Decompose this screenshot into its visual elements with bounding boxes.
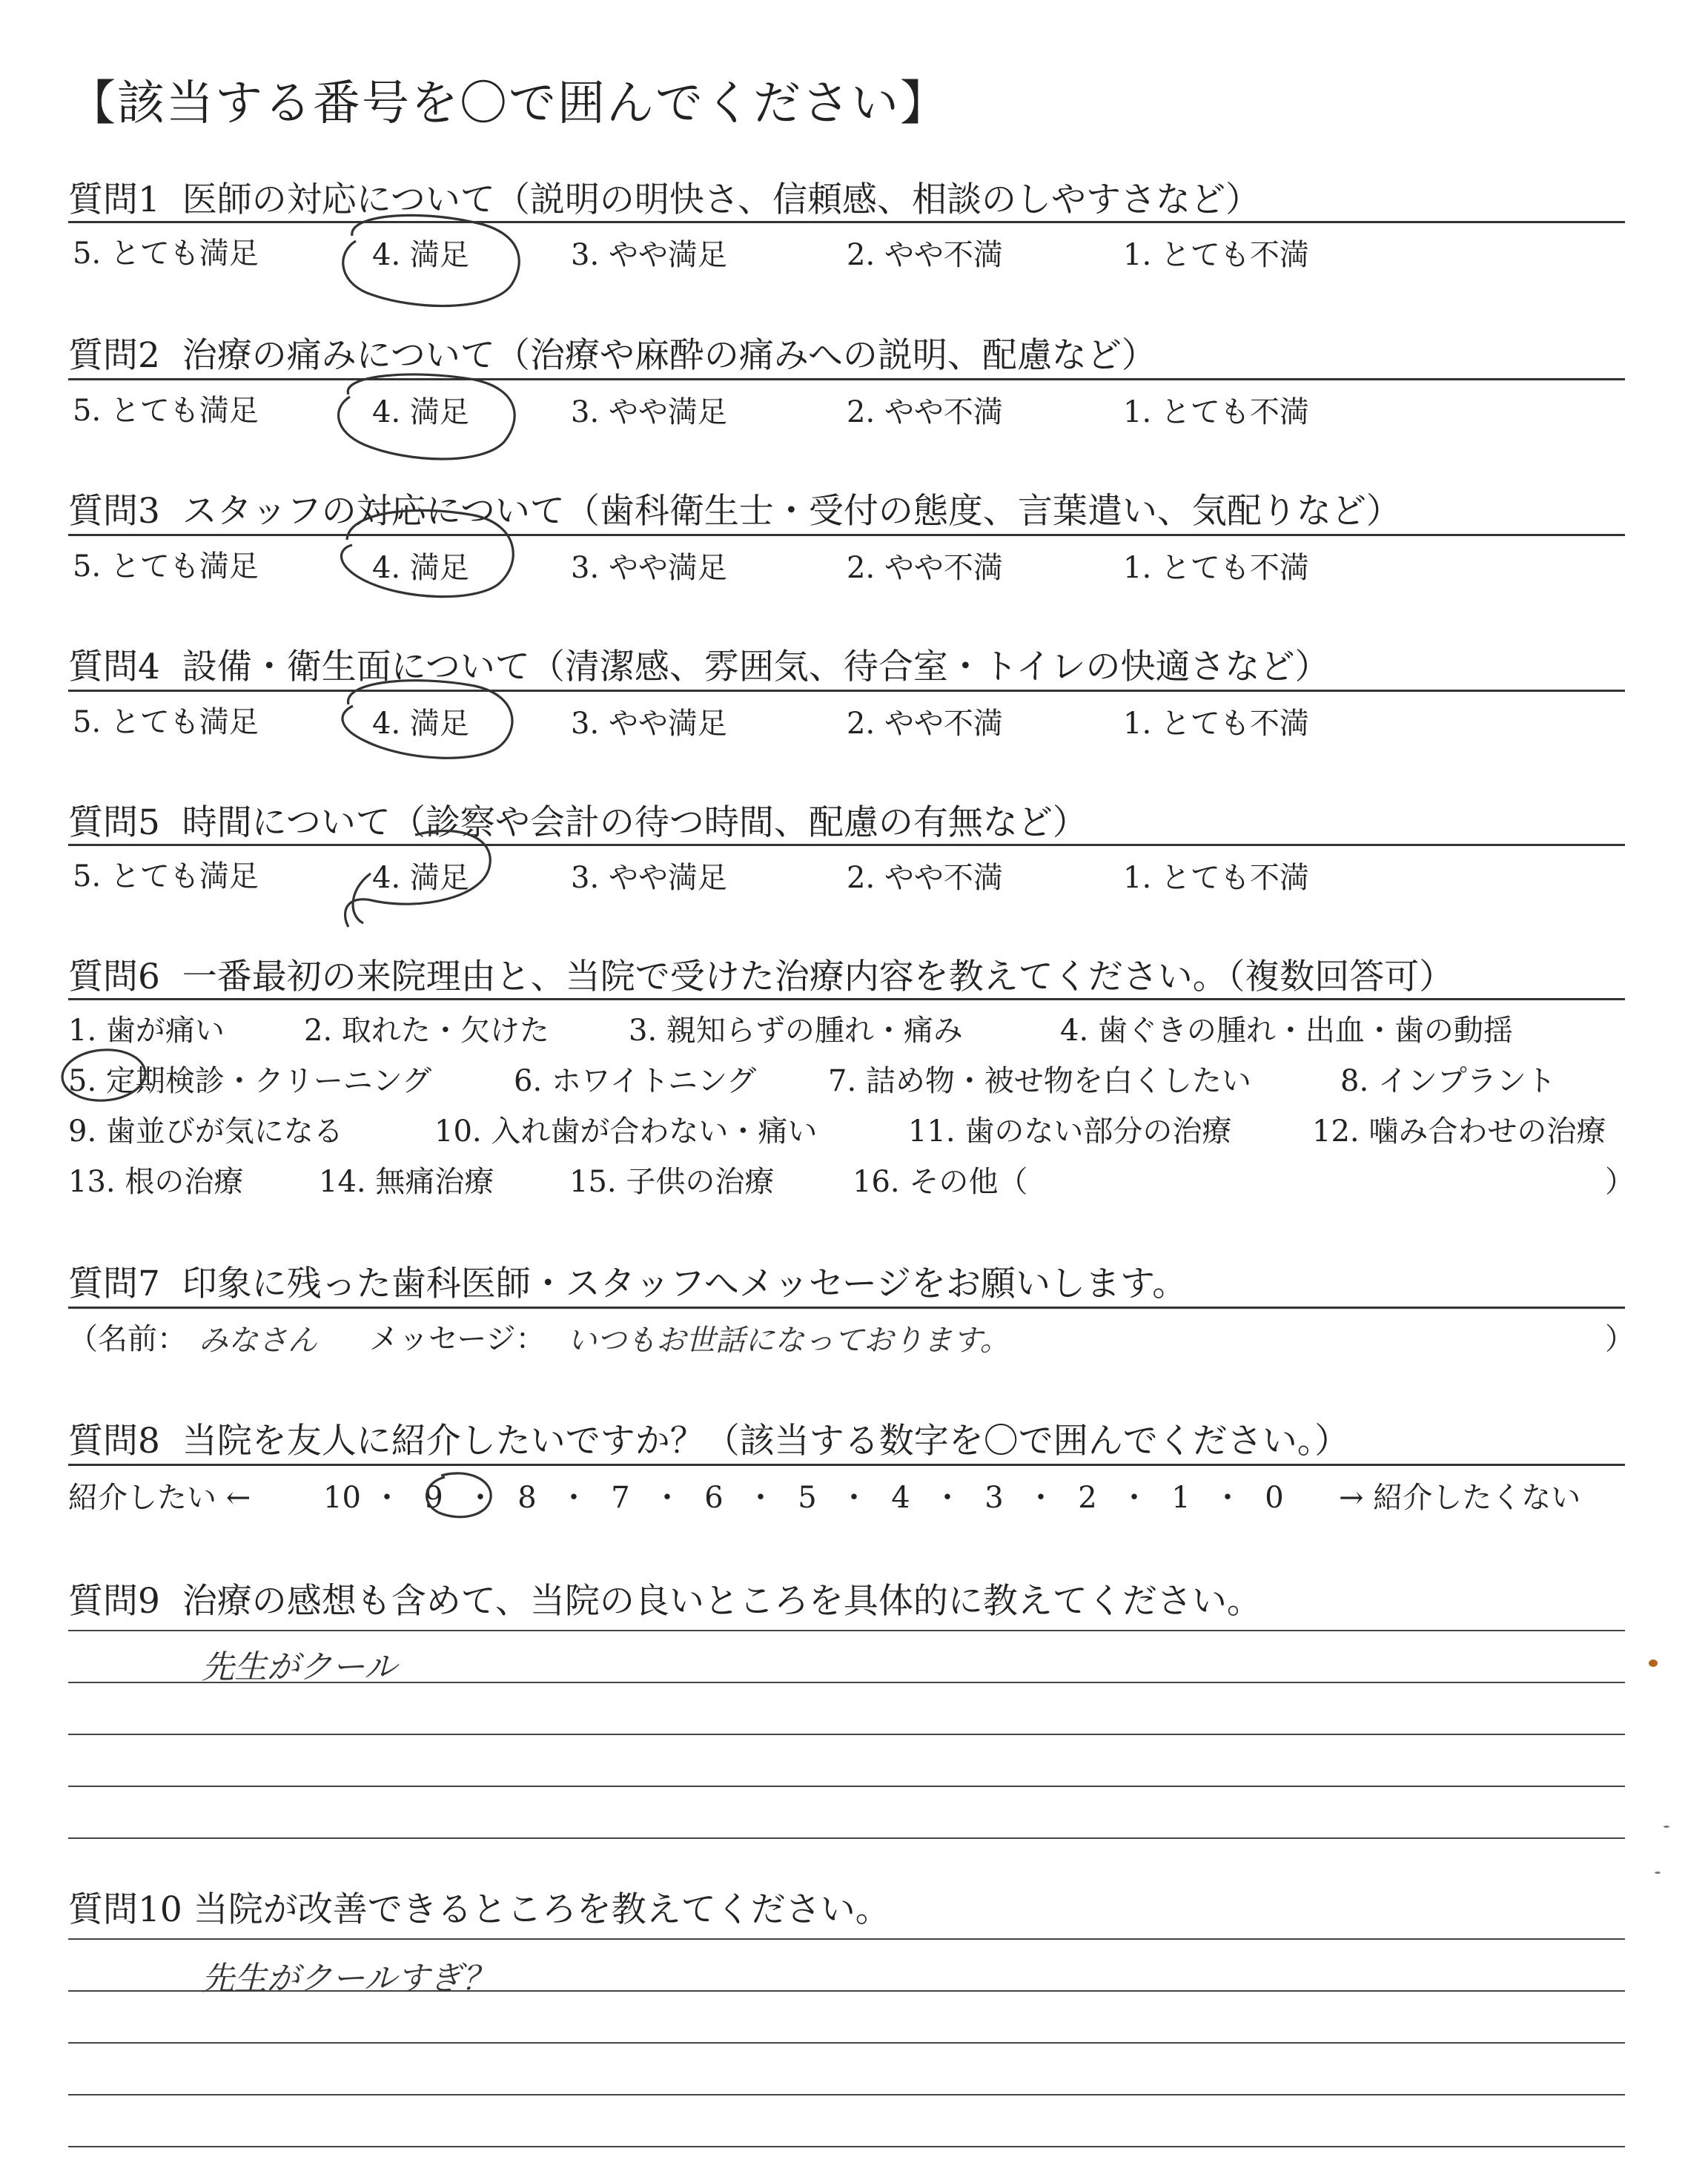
question-9-text: 治療の感想も含めて、当院の良いところを具体的に教えてください。	[182, 1581, 1262, 1622]
ink-speck	[1649, 1659, 1658, 1667]
reason-option-3[interactable]: 3. 親知らずの腫れ・痛み	[629, 1014, 963, 1048]
scale-separator: ・	[1213, 1481, 1242, 1515]
question-8-text: 当院を友人に紹介したいですか？（該当する数字を〇で囲んでください。）	[182, 1421, 1350, 1462]
recommend-score-1[interactable]: 1	[1171, 1481, 1191, 1515]
message-close-paren: ）	[1605, 1322, 1635, 1356]
answer-line	[68, 1734, 1625, 1735]
question-3-option-3[interactable]: 3. やや満足	[571, 551, 727, 585]
reason-option-6[interactable]: 6. ホワイトニング	[514, 1064, 757, 1098]
question-3-rule	[68, 534, 1625, 536]
scale-separator: ・	[839, 1481, 869, 1515]
recommend-score-5[interactable]: 5	[798, 1481, 817, 1515]
reason-option-13[interactable]: 13. 根の治療	[68, 1165, 244, 1199]
recommend-score-8[interactable]: 8	[517, 1481, 537, 1515]
question-7-heading	[68, 1256, 1187, 1306]
scale-separator: ・	[746, 1481, 775, 1515]
question-4-heading	[68, 639, 1330, 689]
answer-line	[68, 2042, 1625, 2044]
reason-option-14[interactable]: 14. 無痛治療	[319, 1165, 494, 1199]
question-4-rule	[68, 690, 1625, 692]
scale-separator: ・	[372, 1481, 402, 1515]
question-3-option-5[interactable]: 5. とても満足	[73, 549, 259, 584]
answer-line	[68, 2094, 1625, 2095]
question-8-number: 質問8	[68, 1421, 160, 1462]
question-9-number: 質問9	[68, 1581, 160, 1622]
question-1-option-1[interactable]: 1. とても不満	[1123, 238, 1309, 272]
question-2-rule	[68, 378, 1625, 380]
question-10-heading	[68, 1882, 890, 1932]
question-5-rule	[68, 844, 1625, 846]
question-3-text: スタッフの対応について（歯科衛生士・受付の態度、言葉遣い、気配りなど）	[182, 491, 1401, 532]
recommend-score-9[interactable]: 9	[424, 1481, 443, 1515]
question-5-option-3[interactable]: 3. やや満足	[571, 861, 727, 895]
question-3-heading	[68, 483, 1401, 533]
ink-speck	[1664, 1826, 1669, 1828]
question-4-text: 設備・衛生面について（清潔感、雰囲気、待合室・トイレの快適さなど）	[182, 647, 1330, 687]
recommend-left-label: 紹介したい ←	[68, 1481, 251, 1515]
question-4-option-5[interactable]: 5. とても満足	[73, 705, 259, 739]
question-4-option-1[interactable]: 1. とても不満	[1123, 707, 1309, 741]
question-3-option-2[interactable]: 2. やや不満	[847, 551, 1003, 585]
question-2-option-1[interactable]: 1. とても不満	[1123, 395, 1309, 429]
scale-separator: ・	[559, 1481, 589, 1515]
question-1-option-5[interactable]: 5. とても満足	[73, 237, 259, 271]
question-4-number: 質問4	[68, 647, 160, 687]
name-label: （名前：	[68, 1322, 187, 1356]
question-4-option-4[interactable]: 4. 満足	[372, 707, 469, 741]
question-5-option-4[interactable]: 4. 満足	[372, 861, 469, 895]
good-points-answer[interactable]: 先生がクール	[202, 1648, 397, 1686]
answer-line	[68, 1837, 1625, 1839]
question-7-number: 質問7	[68, 1264, 160, 1304]
reason-option-10[interactable]: 10. 入れ歯が合わない・痛い	[434, 1114, 818, 1149]
recommend-score-3[interactable]: 3	[984, 1481, 1004, 1515]
answer-line	[68, 1938, 1625, 1940]
question-1-number: 質問1	[68, 179, 160, 220]
question-1-rule	[68, 221, 1625, 223]
reason-option-9[interactable]: 9. 歯並びが気になる	[68, 1114, 343, 1149]
reason-option-11[interactable]: 11. 歯のない部分の治療	[908, 1114, 1232, 1149]
question-3-option-4[interactable]: 4. 満足	[372, 551, 469, 585]
message-label: メッセージ：	[369, 1322, 546, 1356]
answer-line	[68, 2146, 1625, 2147]
recommend-score-10[interactable]: 10	[323, 1481, 361, 1515]
reason-other-close-paren: ）	[1605, 1165, 1635, 1199]
reason-option-7[interactable]: 7. 詰め物・被せ物を白くしたい	[828, 1064, 1251, 1098]
reason-option-2[interactable]: 2. 取れた・欠けた	[304, 1014, 549, 1048]
question-6-rule	[68, 998, 1625, 1000]
question-2-heading	[68, 328, 1156, 377]
reason-option-15[interactable]: 15. 子供の治療	[569, 1165, 775, 1199]
ink-speck	[1655, 1872, 1661, 1874]
question-3-number: 質問3	[68, 491, 160, 532]
question-1-heading	[68, 172, 1260, 222]
question-4-option-2[interactable]: 2. やや不満	[847, 707, 1003, 741]
recommend-score-0[interactable]: 0	[1265, 1481, 1284, 1515]
question-6-number: 質問6	[68, 957, 160, 997]
question-1-text: 医師の対応について（説明の明快さ、信頼感、相談のしやすさなど）	[182, 179, 1260, 220]
message-handwritten[interactable]: いつもお世話になっております。	[567, 1324, 1010, 1358]
answer-line	[68, 1786, 1625, 1787]
question-2-option-5[interactable]: 5. とても満足	[73, 394, 259, 428]
answer-line	[68, 1630, 1625, 1631]
question-5-option-1[interactable]: 1. とても不満	[1123, 861, 1309, 895]
recommend-score-7[interactable]: 7	[611, 1481, 630, 1515]
recommend-score-6[interactable]: 6	[704, 1481, 724, 1515]
question-1-option-4[interactable]: 4. 満足	[372, 238, 469, 272]
reason-option-5[interactable]: 5. 定期検診・クリーニング	[68, 1064, 432, 1098]
question-5-number: 質問5	[68, 802, 160, 843]
question-2-option-4[interactable]: 4. 満足	[372, 395, 469, 429]
improvement-answer[interactable]: 先生がクールすぎ？	[202, 1960, 495, 1998]
question-8-rule	[68, 1464, 1625, 1466]
scale-separator: ・	[1119, 1481, 1149, 1515]
question-1-option-2[interactable]: 2. やや不満	[847, 238, 1003, 272]
recommend-right-label: → 紹介したくない	[1339, 1481, 1581, 1515]
recommend-scale	[323, 1474, 1291, 1516]
reason-option-1[interactable]: 1. 歯が痛い	[68, 1014, 225, 1048]
reason-option-12[interactable]: 12. 噛み合わせの治療	[1312, 1114, 1606, 1149]
question-5-heading	[68, 795, 1088, 845]
question-5-option-2[interactable]: 2. やや不満	[847, 861, 1003, 895]
question-9-heading	[68, 1573, 1262, 1623]
name-handwritten[interactable]: みなさん	[199, 1324, 317, 1358]
question-2-number: 質問2	[68, 335, 160, 376]
scale-separator: ・	[466, 1481, 495, 1515]
question-2-text: 治療の痛みについて（治療や麻酔の痛みへの説明、配慮など）	[182, 335, 1156, 376]
recommend-score-2[interactable]: 2	[1078, 1481, 1097, 1515]
question-8-heading	[68, 1413, 1349, 1463]
question-6-text: 一番最初の来院理由と、当院で受けた治療内容を教えてください。（複数回答可）	[182, 957, 1454, 997]
question-6-heading	[68, 949, 1454, 999]
question-7-text: 印象に残った歯科医師・スタッフへメッセージをお願いします。	[182, 1264, 1188, 1304]
question-3-option-1[interactable]: 1. とても不満	[1123, 551, 1309, 585]
page-title: 【該当する番号を〇で囲んでください】	[68, 76, 949, 131]
question-10-text: 当院が改善できるところを教えてください。	[193, 1889, 890, 1930]
question-2-option-2[interactable]: 2. やや不満	[847, 395, 1003, 429]
question-2-option-3[interactable]: 3. やや満足	[571, 395, 727, 429]
question-1-option-3[interactable]: 3. やや満足	[571, 238, 727, 272]
reason-option-16[interactable]: 16. その他（	[853, 1165, 1028, 1199]
question-10-number: 質問10	[68, 1889, 182, 1930]
reason-option-8[interactable]: 8. インプラント	[1340, 1064, 1556, 1098]
question-4-option-3[interactable]: 3. やや満足	[571, 707, 727, 741]
question-5-option-5[interactable]: 5. とても満足	[73, 859, 259, 894]
question-5-text: 時間について（診察や会計の待つ時間、配慮の有無など）	[182, 802, 1088, 843]
scale-separator: ・	[652, 1481, 682, 1515]
recommend-score-4[interactable]: 4	[891, 1481, 910, 1515]
reason-option-4[interactable]: 4. 歯ぐきの腫れ・出血・歯の動揺	[1060, 1014, 1513, 1048]
question-7-rule	[68, 1307, 1625, 1309]
scale-separator: ・	[1026, 1481, 1056, 1515]
scale-separator: ・	[933, 1481, 962, 1515]
